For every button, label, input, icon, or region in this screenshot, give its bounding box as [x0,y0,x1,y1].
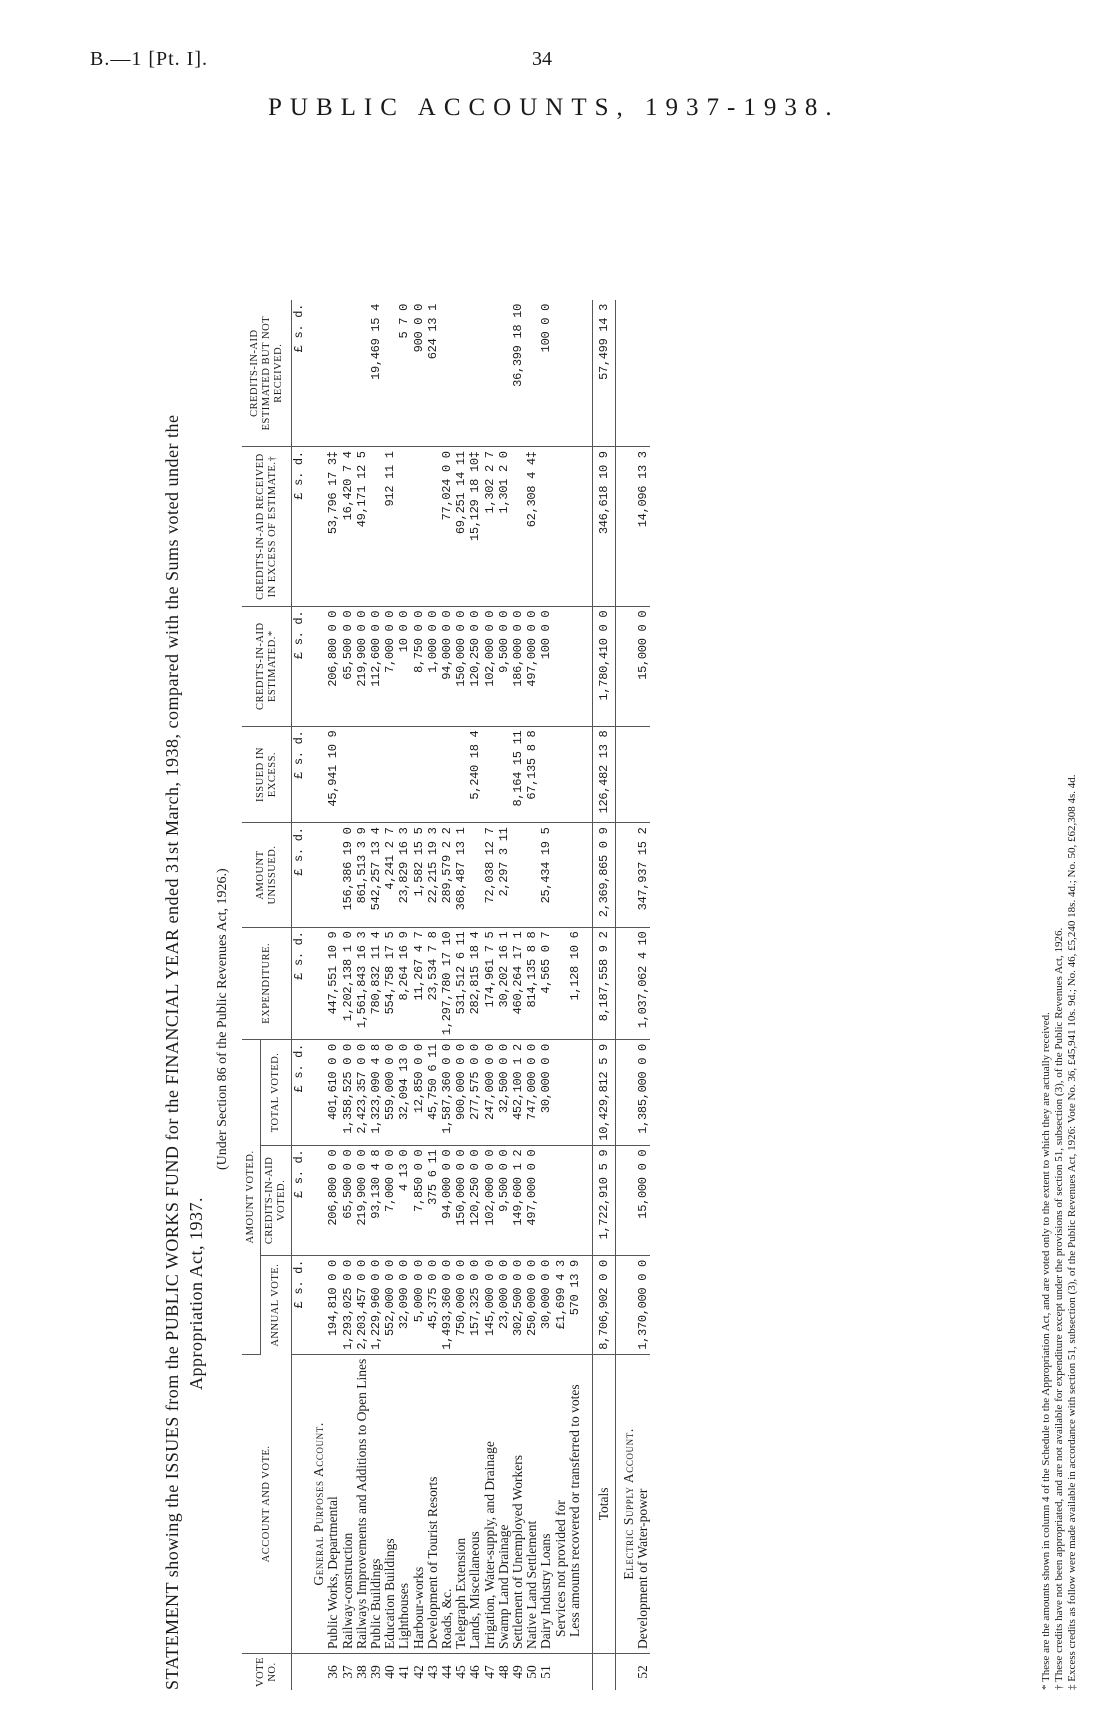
cell-cr_nr: 19,469 15 4 [369,300,383,447]
account-name: Railway-construction [341,1354,355,1653]
cell-cr_exc: 14,096 13 3 [636,447,650,606]
cell-total: 900,000 0 0 [454,1040,468,1146]
cell-annual: 570 13 9 [568,1256,582,1355]
cell-cr_est: 112,600 0 0 [369,606,383,726]
section-electric: Electric Supply Account. [616,1354,637,1653]
cell-exp: 531,512 6 11 [454,927,468,1040]
unit-label: £ s. d. [292,1040,307,1146]
cell-cr_nr [440,300,454,447]
cell-excess [383,726,397,823]
cell-cr_est: 186,000 0 0 [511,606,525,726]
table-row [355,300,369,1690]
cell-total: 2,423,357 0 0 [355,1040,369,1146]
cell-annual: 145,000 0 0 [483,1256,497,1355]
cell-exp: 23,534 7 8 [426,927,440,1040]
cell-cr_exc: 346,618 10 9 [593,447,616,606]
vote-number: 41 [396,1665,412,1679]
cell-credits: 150,000 0 0 [454,1145,468,1255]
cell-exp: 447,551 10 9 [326,927,340,1040]
col-total-voted: TOTAL VOTED. [261,1040,292,1146]
statement-table [242,300,650,1690]
page-header-code: B.—1 [Pt. I]. [90,48,208,70]
account-name: Harbour-works [412,1354,426,1653]
cell-cr_exc: 912 11 1 [383,447,397,606]
unit-label: £ s. d. [292,606,307,726]
cell-unissued: 861,513 3 9 [355,823,369,927]
cell-cr_nr: 624 13 1 [426,300,440,447]
statement-title-line2: Appropriation Act, 1937. [186,1197,206,1390]
cell-cr_nr [454,300,468,447]
cell-unissued: 542,257 13 4 [369,823,383,927]
account-name: Settlement of Unemployed Workers [511,1354,525,1653]
cell-unissued [468,823,482,927]
services-row [554,300,568,1690]
cell-cr_nr: 900 0 0 [412,300,426,447]
table-row [369,300,383,1690]
cell-exp: 11,267 4 7 [412,927,426,1040]
account-name: Lighthouses [397,1354,411,1653]
table-row [440,300,454,1690]
cell-credits: 7,850 0 0 [412,1145,426,1255]
cell-credits: 219,900 0 0 [355,1145,369,1255]
account-name: Development of Tourist Resorts [426,1354,440,1653]
account-name: Roads, &c. [440,1354,454,1653]
cell-cr_exc: 62,308 4 4‡ [525,447,539,606]
cell-cr_exc: 53,796 17 3‡ [326,447,340,606]
vote-number: 42 [410,1665,426,1679]
cell-unissued [511,823,525,927]
cell-excess: 5,240 18 4 [468,726,482,823]
vote-number: 45 [453,1665,469,1679]
account-name: Services not provided for [554,1354,568,1653]
cell-total: 45,750 6 11 [426,1040,440,1146]
vote-number [593,1654,616,1691]
page-title: PUBLIC ACCOUNTS, 1937-1938. [268,94,840,121]
cell-annual: 750,000 0 0 [454,1256,468,1355]
cell-total: 12,850 0 0 [412,1040,426,1146]
table-row [511,300,525,1690]
cell-excess [397,726,411,823]
cell-cr_est [554,606,568,726]
cell-cr_nr: 5 7 0 [397,300,411,447]
footnotes [1040,300,1079,1690]
cell-unissued: 1,582 15 5 [412,823,426,927]
cell-annual: 1,493,360 0 0 [440,1256,454,1355]
col-credits-estimated: CREDITS-IN-AID ESTIMATED.* [242,606,292,726]
cell-unissued [326,823,340,927]
table-row [468,300,482,1690]
cell-excess [568,726,582,823]
cell-cr_est: 94,000 0 0 [440,606,454,726]
account-name: Development of Water-power [636,1354,650,1653]
cell-exp: 174,961 7 5 [483,927,497,1040]
vote-number: 44 [439,1665,455,1679]
cell-annual: 1,229,960 0 0 [369,1256,383,1355]
col-expenditure: EXPENDITURE. [242,927,292,1040]
cell-excess [483,726,497,823]
table-row [483,300,497,1690]
col-vote-no: VOTE NO. [242,1654,292,1691]
cell-cr_nr [326,300,340,447]
col-unissued: AMOUNT UNISSUED. [242,823,292,927]
cell-excess [355,726,369,823]
cell-cr_exc: 69,251 14 11 [454,447,468,606]
cell-cr_est: 219,900 0 0 [355,606,369,726]
cell-total: 1,323,090 4 8 [369,1040,383,1146]
cell-exp: 8,187,558 9 2 [593,927,616,1040]
vote-number: 43 [424,1665,440,1679]
table-row [497,300,511,1690]
cell-credits: 102,000 0 0 [483,1145,497,1255]
cell-cr_exc [426,447,440,606]
cell-unissued: 156,386 19 0 [341,823,355,927]
table-row [326,300,340,1690]
totals-row [593,300,616,1690]
cell-unissued: 23,829 16 3 [397,823,411,927]
cell-total: 10,429,812 5 9 [593,1040,616,1146]
cell-cr_est: 15,000 0 0 [636,606,650,726]
cell-cr_nr: 36,399 18 10 [511,300,525,447]
cell-exp: 780,832 11 4 [369,927,383,1040]
cell-total [568,1040,582,1146]
cell-excess [539,726,553,823]
col-amount-voted: AMOUNT VOTED. [242,1040,261,1355]
table-row [412,300,426,1690]
cell-cr_est: 1,780,410 0 0 [593,606,616,726]
section-row [306,300,326,1690]
vote-number: 39 [368,1665,384,1679]
cell-exp: 1,561,843 16 3 [355,927,369,1040]
cell-unissued: 289,579 2 2 [440,823,454,927]
cell-credits: 9,500 0 0 [497,1145,511,1255]
col-credits-not-received: CREDITS-IN-AID ESTIMATED BUT NOT RECEIVED. [242,300,292,447]
cell-cr_est: 1,000 0 0 [426,606,440,726]
cell-cr_est: 206,800 0 0 [326,606,340,726]
cell-annual: 157,325 0 0 [468,1256,482,1355]
cell-cr_exc [369,447,383,606]
cell-cr_est: 150,000 0 0 [454,606,468,726]
cell-cr_nr: 57,499 14 3 [593,300,616,447]
cell-unissued: 368,487 13 1 [454,823,468,927]
account-name: Education Buildings [383,1354,397,1653]
cell-credits: 120,250 0 0 [468,1145,482,1255]
cell-total: 1,587,360 0 0 [440,1040,454,1146]
table-row [341,300,355,1690]
table-row [636,300,650,1690]
cell-cr_nr [497,300,511,447]
account-name: Railways Improvements and Additions to Open Lines [355,1354,369,1653]
cell-cr_est: 10 0 0 [397,606,411,726]
footnote-ddagger: ‡ Excess credits as follow were made available in accordance with section 51, subsection (3), of the Public Revenues Act, 1926: Vote No. 36, £45,941 10s. 9d.; No. 46, £5,240 18s. 4d.; No. 50, £62,308 4s. 4d. [1066,774,1078,1690]
cell-credits: 1,722,910 5 9 [593,1145,616,1255]
cell-cr_exc [397,447,411,606]
cell-exp: 1,202,138 1 0 [341,927,355,1040]
cell-total: 32,094 13 0 [397,1040,411,1146]
account-name: Dairy Industry Loans [539,1354,553,1653]
cell-total: 247,000 0 0 [483,1040,497,1146]
cell-cr_exc [412,447,426,606]
cell-cr_est [568,606,582,726]
statement-title-line1: STATEMENT showing the ISSUES from the PUBLIC WORKS FUND for the FINANCIAL YEAR ended 31st March, 1938, compared with the Sums voted under the [162,414,182,1690]
vote-number: 38 [353,1665,369,1679]
cell-credits: 375 6 11 [426,1145,440,1255]
unit-label: £ s. d. [292,823,307,927]
cell-unissued [525,823,539,927]
table-row [426,300,440,1690]
table-row [397,300,411,1690]
vote-number [554,1654,568,1691]
cell-cr_nr [554,300,568,447]
cell-annual: 30,000 0 0 [539,1256,553,1355]
cell-cr_est: 8,750 0 0 [412,606,426,726]
cell-credits [554,1145,568,1255]
unit-label: £ s. d. [292,726,307,823]
cell-total: 30,000 0 0 [539,1040,553,1146]
account-name: Less amounts recovered or transferred to votes [568,1354,582,1653]
cell-unissued: 22,215 19 3 [426,823,440,927]
vote-number: 50 [524,1665,540,1679]
cell-cr_est: 497,000 0 0 [525,606,539,726]
cell-exp: 1,128 10 6 [568,927,582,1040]
vote-number: 46 [467,1665,483,1679]
section-row [616,300,637,1690]
cell-annual: 5,000 0 0 [412,1256,426,1355]
cell-credits [539,1145,553,1255]
spacer-row [582,300,593,1690]
cell-excess [454,726,468,823]
unit-label: £ s. d. [292,447,307,606]
cell-exp: 8,264 16 9 [397,927,411,1040]
cell-credits: 7,000 0 0 [383,1145,397,1255]
cell-total: 747,000 0 0 [525,1040,539,1146]
cell-cr_exc: 1,302 2 7 [483,447,497,606]
cell-total: 1,385,000 0 0 [636,1040,650,1146]
statement-title [160,300,208,1690]
cell-cr_exc [539,447,553,606]
cell-annual: 552,000 0 0 [383,1256,397,1355]
cell-cr_exc [568,447,582,606]
account-name: Totals [593,1354,616,1653]
cell-cr_nr [468,300,482,447]
footnote-star: * These are the amounts shown in column 4 of the Schedule to the Appropriation Act, and are voted only to the extent to which they are actually received. [1040,1012,1052,1690]
cell-excess: 126,482 13 8 [593,726,616,823]
cell-excess: 45,941 10 9 [326,726,340,823]
cell-exp: 814,135 8 8 [525,927,539,1040]
cell-annual: £1,699 4 3 [554,1256,568,1355]
col-account: ACCOUNT AND VOTE. [242,1354,292,1653]
cell-annual: 8,706,902 0 0 [593,1256,616,1355]
cell-cr_nr [483,300,497,447]
cell-unissued: 347,937 15 2 [636,823,650,927]
cell-unissued: 72,038 12 7 [483,823,497,927]
vote-number: 47 [481,1665,497,1679]
rotated-statement [160,300,1114,1690]
table-row [383,300,397,1690]
cell-credits: 15,000 0 0 [636,1145,650,1255]
cell-cr_exc: 77,024 0 0 [440,447,454,606]
cell-excess [369,726,383,823]
cell-excess [497,726,511,823]
cell-cr_exc: 49,171 12 5 [355,447,369,606]
cell-exp: 4,565 0 7 [539,927,553,1040]
cell-excess [412,726,426,823]
account-name: Irrigation, Water-supply, and Drainage [483,1354,497,1653]
vote-number: 51 [538,1665,554,1679]
cell-cr_exc [554,447,568,606]
cell-unissued [568,823,582,927]
cell-total: 559,000 0 0 [383,1040,397,1146]
cell-total: 401,610 0 0 [326,1040,340,1146]
cell-unissued [554,823,568,927]
cell-annual: 1,293,025 0 0 [341,1256,355,1355]
table-row [525,300,539,1690]
cell-exp: 460,264 17 1 [511,927,525,1040]
section-general: General Purposes Account. [306,1354,326,1653]
cell-exp [554,927,568,1040]
statement-subtitle: (Under Section 86 of the Public Revenues Act, 1926.) [215,868,230,1170]
vote-number: 49 [510,1665,526,1679]
cell-total [554,1040,568,1146]
account-name: Lands, Miscellaneous [468,1354,482,1653]
cell-credits: 93,130 4 8 [369,1145,383,1255]
unit-label: £ s. d. [292,1145,307,1255]
footnote-dagger: † These credits have not been appropriated, and are not available for expenditure except under the provisions of section 51, subsection (3), of the Public Revenues Act, 1926. [1053,927,1065,1690]
col-credits-voted: CREDITS-IN-AID VOTED. [261,1145,292,1255]
cell-unissued: 25,434 19 5 [539,823,553,927]
table-row [454,300,468,1690]
table-row [539,300,553,1690]
vote-number: 40 [382,1665,398,1679]
cell-unissued: 2,297 3 11 [497,823,511,927]
col-credits-excess: CREDITS-IN-AID RECEIVED IN EXCESS OF ESTIMATE.† [242,447,292,606]
cell-annual: 250,000 0 0 [525,1256,539,1355]
less-row [568,300,582,1690]
cell-total: 32,500 0 0 [497,1040,511,1146]
cell-annual: 23,000 0 0 [497,1256,511,1355]
cell-annual: 194,810 0 0 [326,1256,340,1355]
account-name: Native Land Settlement [525,1354,539,1653]
cell-total: 1,358,525 0 0 [341,1040,355,1146]
cell-cr_nr: 100 0 0 [539,300,553,447]
cell-credits: 94,000 0 0 [440,1145,454,1255]
cell-cr_exc: 15,129 18 10‡ [468,447,482,606]
cell-cr_est: 9,500 0 0 [497,606,511,726]
cell-exp: 282,815 18 4 [468,927,482,1040]
cell-excess [341,726,355,823]
account-name: Swamp Land Drainage [497,1354,511,1653]
unit-label: £ s. d. [292,300,307,447]
cell-cr_est: 100 0 0 [539,606,553,726]
cell-credits [568,1145,582,1255]
cell-cr_est: 7,000 0 0 [383,606,397,726]
cell-cr_est: 102,000 0 0 [483,606,497,726]
cell-excess: 8,164 15 11 [511,726,525,823]
cell-cr_nr [568,300,582,447]
col-excess: ISSUED IN EXCESS. [242,726,292,823]
cell-credits: 4 13 0 [397,1145,411,1255]
cell-annual: 302,500 0 0 [511,1256,525,1355]
cell-cr_est: 65,500 0 0 [341,606,355,726]
vote-number: 36 [325,1665,341,1679]
cell-exp: 30,202 16 1 [497,927,511,1040]
cell-credits: 206,800 0 0 [326,1145,340,1255]
cell-unissued: 2,369,865 0 9 [593,823,616,927]
vote-number: 48 [495,1665,511,1679]
unit-label: £ s. d. [292,1256,307,1355]
vote-number: 37 [339,1665,355,1679]
cell-cr_est: 120,250 0 0 [468,606,482,726]
cell-exp: 1,297,780 17 10 [440,927,454,1040]
vote-number [568,1654,582,1691]
cell-cr_nr [383,300,397,447]
cell-annual: 45,375 0 0 [426,1256,440,1355]
cell-excess: 67,135 8 8 [525,726,539,823]
cell-annual: 32,090 0 0 [397,1256,411,1355]
cell-annual: 2,203,457 0 0 [355,1256,369,1355]
units-row [292,300,307,1690]
account-name: Public Buildings [369,1354,383,1653]
unit-label: £ s. d. [292,927,307,1040]
col-annual-vote: ANNUAL VOTE. [261,1256,292,1355]
cell-exp: 1,037,062 4 10 [636,927,650,1040]
cell-exp: 554,758 17 5 [383,927,397,1040]
account-name: Telegraph Extension [454,1354,468,1653]
cell-credits: 65,500 0 0 [341,1145,355,1255]
cell-cr_exc [511,447,525,606]
cell-credits: 497,000 0 0 [525,1145,539,1255]
cell-cr_exc: 1,301 2 0 [497,447,511,606]
vote-number: 52 [635,1665,651,1679]
cell-cr_nr [636,300,650,447]
cell-total: 277,575 0 0 [468,1040,482,1146]
cell-excess [440,726,454,823]
cell-excess [554,726,568,823]
cell-cr_exc: 16,420 7 4 [341,447,355,606]
cell-excess [636,726,650,823]
cell-total: 452,100 1 2 [511,1040,525,1146]
account-name: Public Works, Departmental [326,1354,340,1653]
cell-cr_nr [355,300,369,447]
page-number: 34 [532,48,552,70]
cell-excess [426,726,440,823]
cell-cr_nr [525,300,539,447]
cell-cr_nr [341,300,355,447]
cell-credits: 149,600 1 2 [511,1145,525,1255]
cell-annual: 1,370,000 0 0 [636,1256,650,1355]
cell-unissued: 4,241 2 7 [383,823,397,927]
